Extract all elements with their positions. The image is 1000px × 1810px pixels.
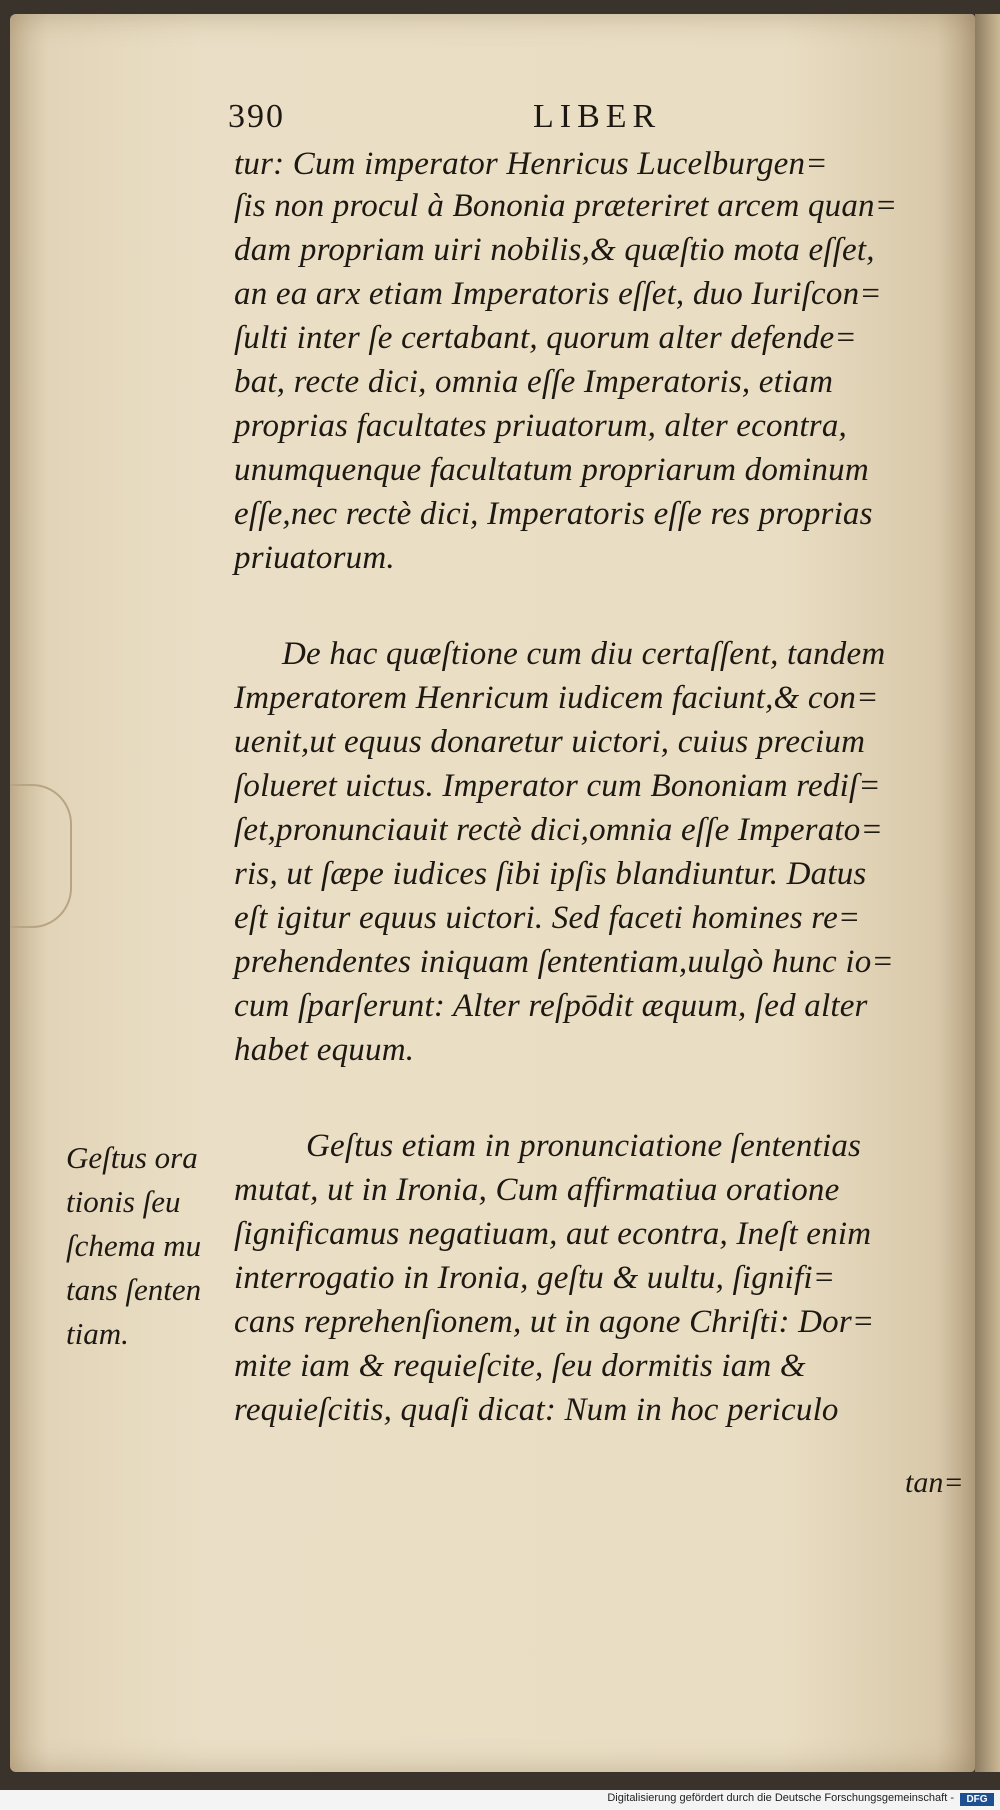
- text-line: cans reprehenſionem, ut in agone Chriſti: Dor=: [234, 1304, 875, 1340]
- text-line: cum ſparſerunt: Alter reſpōdit æquum, ſed alter: [234, 988, 868, 1024]
- text-line: eſſe,nec rectè dici, Imperatoris eſſe res proprias: [234, 496, 873, 532]
- text-line: dam propriam uiri nobilis,& quæſtio mota eſſet,: [234, 232, 875, 268]
- text-line: Imperatorem Henricum iudicem faciunt,& con=: [234, 680, 879, 716]
- text-line: habet equum.: [234, 1032, 415, 1068]
- dfg-logo: DFG: [960, 1793, 994, 1806]
- text-line: Geſtus etiam in pronunciatione ſententias: [306, 1128, 862, 1164]
- margin-note-line: tionis ſeu: [66, 1184, 181, 1219]
- funding-credit: Digitalisierung gefördert durch die Deutsche Forschungsgemeinschaft -: [607, 1792, 954, 1804]
- text-line: eſt igitur equus uictori. Sed faceti homines re=: [234, 900, 861, 936]
- text-line: proprias facultates priuatorum, alter econtra,: [234, 408, 847, 444]
- text-line: ſet,pronunciauit rectè dici,omnia eſſe Imperato=: [234, 812, 883, 848]
- text-line: priuatorum.: [234, 540, 395, 576]
- text-line: ris, ut ſæpe iudices ſibi ipſis blandiuntur. Datus: [234, 856, 867, 892]
- text-line: prehendentes iniquam ſententiam,uulgò hunc io=: [234, 944, 894, 980]
- text-line: an ea arx etiam Imperatoris eſſet, duo Iuriſcon=: [234, 276, 882, 312]
- text-line: mutat, ut in Ironia, Cum affirmatiua oratione: [234, 1172, 840, 1208]
- text-line: interrogatio in Ironia, geſtu & uultu, ſignifi=: [234, 1260, 836, 1296]
- page-number: 390: [228, 98, 285, 135]
- text-line: ſulti inter ſe certabant, quorum alter defende=: [234, 320, 857, 356]
- running-head: LIBER: [533, 98, 662, 135]
- page-header: [228, 98, 788, 142]
- text-line: uenit,ut equus donaretur uictori, cuius precium: [234, 724, 866, 760]
- margin-note-line: tans ſenten: [66, 1272, 202, 1307]
- text-line: requieſcitis, quaſi dicat: Num in hoc periculo: [234, 1392, 839, 1428]
- text-line: mite iam & requieſcite, ſeu dormitis iam &: [234, 1348, 806, 1384]
- next-page-edge: [975, 14, 1000, 1772]
- text-line: ſignificamus negatiuam, aut econtra, Ineſt enim: [234, 1216, 872, 1252]
- text-line: ſolueret uictus. Imperator cum Bononiam rediſ=: [234, 768, 881, 804]
- margin-note-line: tiam.: [66, 1316, 129, 1351]
- catchword: tan=: [905, 1466, 964, 1499]
- margin-note-line: ſchema mu: [66, 1228, 202, 1263]
- text-line: De hac quæſtione cum diu certaſſent, tandem: [282, 636, 886, 672]
- page-fold: [10, 784, 72, 928]
- text-line: ſis non procul à Bononia præteriret arcem quan=: [234, 188, 898, 224]
- footer-bar: [0, 1790, 1000, 1810]
- text-line: unumquenque facultatum propriarum dominum: [234, 452, 869, 488]
- text-line: bat, recte dici, omnia eſſe Imperatoris, etiam: [234, 364, 834, 400]
- text-line: tur: Cum imperator Henricus Lucelburgen=: [234, 146, 828, 182]
- margin-note-line: Geſtus ora: [66, 1140, 198, 1175]
